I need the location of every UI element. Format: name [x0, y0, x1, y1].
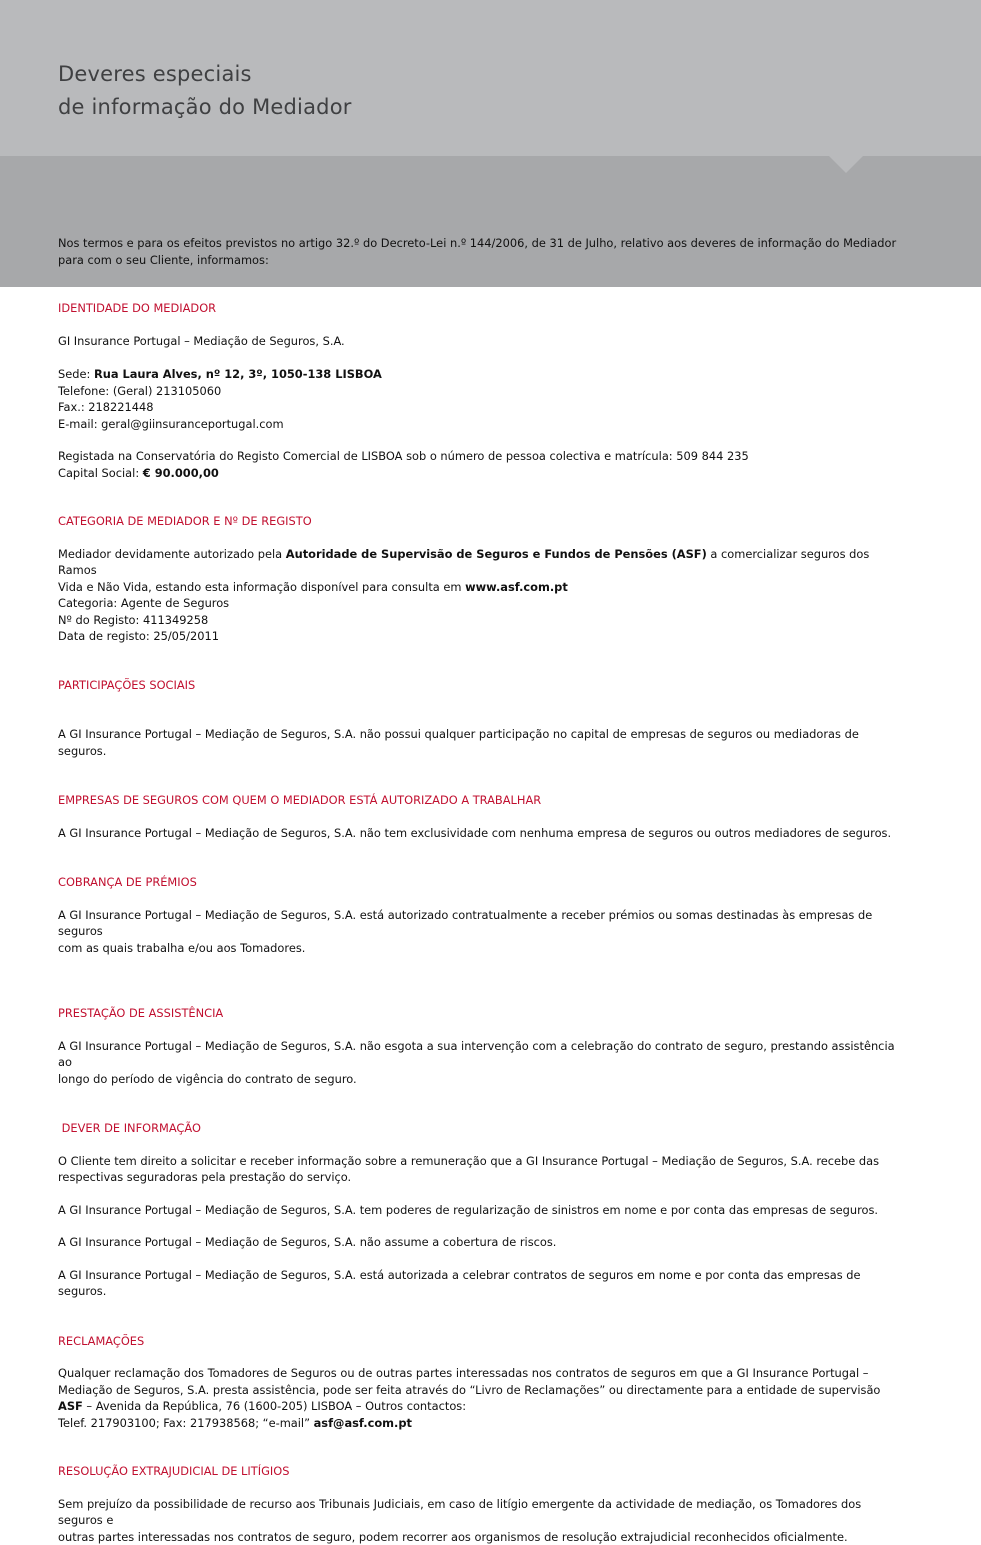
sede-line [58, 366, 908, 383]
resolucao-line-2: outras partes interessadas nos contratos de seguro, podem recorrer aos organismos de resolução extrajudicial reconhecidos oficialmente. [58, 1529, 848, 1544]
cobranca-text [58, 907, 908, 957]
sede-address: Rua Laura Alves, nº 12, 3º, 1050-138 LISBOA [93, 367, 382, 381]
capital-value: € 90.000,00 [142, 465, 219, 480]
heading-resolucao: RESOLUÇÃO EXTRAJUDICIAL DE LITÍGIOS [58, 1464, 290, 1478]
asf-abbrev: ASF [58, 1399, 83, 1413]
assistencia-text [58, 1038, 908, 1088]
categoria-text-c: a comercializar seguros dos Ramos [58, 546, 870, 577]
heading-assistencia: PRESTAÇÃO DE ASSISTÊNCIA [58, 1006, 224, 1020]
reclamacoes-line-2: Mediação de Seguros, S.A. presta assistência, pode ser feita através do “Livro de Reclamações” ou directamente para a entidade de supervisão [58, 1382, 881, 1397]
asf-name: Autoridade de Supervisão de Seguros e Fundos de Pensões (ASF) [285, 546, 707, 561]
intro-line-2: para com o seu Cliente, informamos: [58, 252, 269, 267]
document-body [58, 300, 908, 1545]
participacoes-text: A GI Insurance Portugal – Mediação de Seguros, S.A. não possui qualquer participação no capital de empresas de seguros ou mediadoras de seguros. [58, 727, 859, 758]
page-title [58, 58, 352, 124]
intro-line-1: Nos termos e para os efeitos previstos no artigo 32.º do Decreto-Lei n.º 144/2006, de 31 de Julho, relativo aos deveres de informação do Mediador [58, 236, 897, 250]
dever-paragraph-3: A GI Insurance Portugal – Mediação de Seguros, S.A. não assume a cobertura de riscos. [58, 1235, 557, 1249]
heading-dever-informacao: DEVER DE INFORMAÇÃO [58, 1121, 201, 1135]
page-title-line-2: de informação do Mediador [58, 95, 352, 119]
reclamacoes-text [58, 1365, 908, 1431]
telefone-line: Telefone: (Geral) 213105060 [58, 383, 222, 398]
asf-website-link[interactable]: www.asf.com.pt [465, 579, 568, 594]
reclamacoes-line-4 [58, 1415, 908, 1432]
registo-line: Registada na Conservatória do Registo Comercial de LISBOA sob o número de pessoa colectiva e matrícula: 509 844 235 [58, 449, 749, 463]
dever-p1-line-2: respectivas seguradoras pela prestação do serviço. [58, 1170, 352, 1184]
capital-label: Capital Social: [58, 465, 143, 480]
cobranca-line-1: A GI Insurance Portugal – Mediação de Seguros, S.A. está autorizado contratualmente a receber prémios ou somas destinadas às empresas de seguros [58, 907, 873, 938]
reclamacoes-line-1: Qualquer reclamação dos Tomadores de Seguros ou de outras partes interessadas nos contratos de seguros em que a GI Insurance Portugal – [58, 1366, 869, 1380]
categoria-line-2 [58, 579, 908, 596]
reclamacoes-line-3 [58, 1398, 908, 1415]
heading-categoria: CATEGORIA DE MEDIADOR E Nº DE REGISTO [58, 514, 312, 528]
empresas-text: A GI Insurance Portugal – Mediação de Seguros, S.A. não tem exclusividade com nenhuma empresa de seguros ou outros mediadores de seguros. [58, 825, 892, 840]
resolucao-text [58, 1496, 908, 1545]
assistencia-line-2: longo do período de vigência do contrato de seguro. [58, 1071, 357, 1086]
company-name: GI Insurance Portugal – Mediação de Seguros, S.A. [58, 333, 345, 348]
heading-reclamacoes: RECLAMAÇÕES [58, 1333, 145, 1348]
asf-address: – Avenida da República, 76 (1600-205) LISBOA – Outros contactos: [82, 1399, 467, 1413]
heading-identidade: IDENTIDADE DO MEDIADOR [58, 301, 217, 315]
intro-paragraph [58, 235, 908, 268]
categoria-agente: Categoria: Agente de Seguros [58, 596, 230, 610]
categoria-text-a: Mediador devidamente autorizado pela [58, 546, 286, 561]
resolucao-line-1: Sem prejuízo da possibilidade de recurso aos Tribunais Judiciais, em caso de litígio emergente da actividade de mediação, os Tomadores dos seguros e [58, 1496, 862, 1527]
dever-paragraph-1 [58, 1153, 908, 1186]
data-registo: Data de registo: 25/05/2011 [58, 629, 219, 643]
banner-notch [829, 156, 863, 173]
asf-contacts: Telef. 217903100; Fax: 217938568; “e-mail” [58, 1415, 314, 1430]
fax-line: Fax.: 218221448 [58, 400, 154, 414]
page-title-line-1: Deveres especiais [58, 62, 252, 86]
numero-registo: Nº do Registo: 411349258 [58, 612, 209, 627]
cobranca-line-2: com as quais trabalha e/ou aos Tomadores. [58, 940, 306, 955]
dever-p1-line-1: O Cliente tem direito a solicitar e receber informação sobre a remuneração que a GI Insurance Portugal – Mediação de Seguros, S.A. recebe das [58, 1153, 880, 1168]
assistencia-line-1: A GI Insurance Portugal – Mediação de Seguros, S.A. não esgota a sua intervenção com a celebração do contrato de seguro, prestando assistência ao [58, 1038, 895, 1069]
capital-line [58, 465, 908, 482]
categoria-line-1 [58, 546, 908, 579]
sede-label: Sede: [58, 367, 94, 381]
dever-paragraph-2: A GI Insurance Portugal – Mediação de Seguros, S.A. tem poderes de regularização de sinistros em nome e por conta das empresas de seguros. [58, 1202, 879, 1217]
heading-participacoes: PARTICIPAÇÕES SOCIAIS [58, 677, 196, 692]
dever-paragraph-4: A GI Insurance Portugal – Mediação de Seguros, S.A. está autorizada a celebrar contratos de seguros em nome e por conta das empresas de seguros. [58, 1267, 861, 1298]
categoria-text-d: Vida e Não Vida, estando esta informação disponível para consulta em [58, 579, 466, 594]
asf-email-link[interactable]: asf@asf.com.pt [313, 1415, 412, 1430]
heading-cobranca: COBRANÇA DE PRÉMIOS [58, 875, 197, 889]
heading-empresas: EMPRESAS DE SEGUROS COM QUEM O MEDIADOR ESTÁ AUTORIZADO A TRABALHAR [58, 793, 542, 807]
email-line: E-mail: geral@giinsuranceportugal.com [58, 416, 284, 431]
